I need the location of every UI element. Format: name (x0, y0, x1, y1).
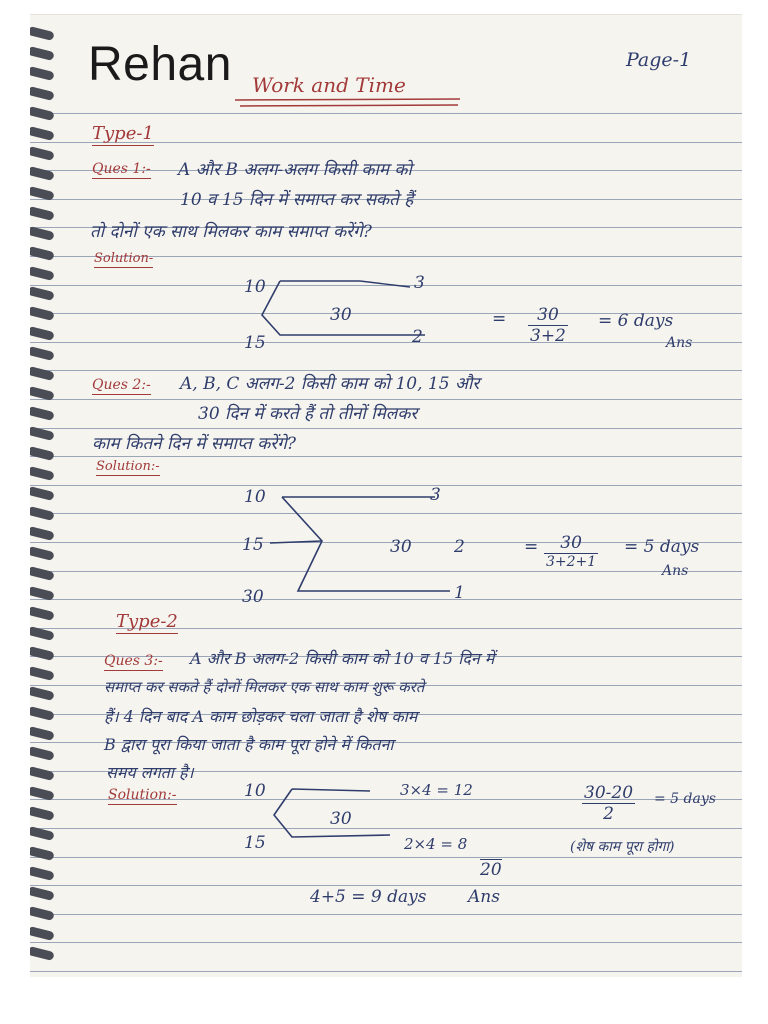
s1-right-top: 3 (414, 273, 425, 293)
s1-equals: = (492, 309, 507, 329)
s2-fraction-num: 30 (544, 533, 598, 554)
s2-result: = 5 days (624, 537, 700, 557)
s2-v2: 15 (242, 535, 264, 555)
s2-v3: 30 (242, 587, 264, 607)
s3-fraction (582, 783, 635, 824)
page-title: Work and Time (252, 73, 406, 97)
notebook-page (30, 14, 742, 977)
q3-line4: B द्वारा पूरा किया जाता है काम पूरा होने में कितना (104, 735, 394, 754)
s3-mid: 30 (330, 809, 352, 829)
s3-sum: 20 (480, 860, 502, 880)
s1-mid: 30 (330, 305, 352, 325)
s1-ans: Ans (666, 335, 693, 351)
q2-line1: A, B, C अलग-2 किसी काम को 10, 15 और (180, 374, 480, 394)
s1-left-bottom: 15 (244, 333, 266, 353)
q1-label: Ques 1:- (92, 161, 151, 177)
s2-v1: 10 (244, 487, 266, 507)
s3-r2: 2×4 = 8 (404, 835, 468, 853)
s2-fraction (544, 533, 598, 570)
q3-line2: समाप्त कर सकते हैं दोनों मिलकर एक साथ काम शुरू करते (104, 678, 425, 696)
s1-result: = 6 days (598, 311, 674, 331)
q2-label: Ques 2:- (92, 377, 151, 393)
s3-total: 4+5 = 9 days (310, 887, 427, 907)
page-label: Page-1 (626, 49, 692, 71)
q3-line3: हैं। 4 दिन बाद A काम छोड़कर चला जाता है शेष काम (104, 707, 418, 726)
s1-fraction-den: 3+2 (530, 326, 566, 346)
q1-line3: तो दोनों एक साथ मिलकर काम समाप्त करेंगे? (90, 222, 372, 242)
s1-right-bottom: 2 (412, 327, 423, 347)
s2-mid: 30 (390, 537, 412, 557)
s3-fraction-result: = 5 days (654, 791, 716, 807)
s3-v2: 15 (244, 833, 266, 853)
q3-line5: समय लगता है। (106, 763, 194, 782)
s3-ans: Ans (468, 887, 500, 907)
s2-ans: Ans (662, 563, 689, 579)
s1-fraction-num: 30 (528, 305, 568, 326)
solution1-label: Solution- (94, 251, 154, 266)
q1-line2: 10 व 15 दिन में समाप्त कर सकते हैं (180, 190, 414, 210)
q1-line1: A और B अलग-अलग किसी काम को (178, 160, 412, 180)
s2-fraction-den: 3+2+1 (546, 554, 597, 570)
solution3-label: Solution:- (108, 787, 177, 803)
q3-line1: A और B अलग-2 किसी काम को 10 व 15 दिन में (190, 649, 495, 668)
q2-line3: काम कितने दिन में समाप्त करेंगे? (92, 434, 296, 454)
s3-r1: 3×4 = 12 (400, 781, 473, 799)
s2-r3: 1 (454, 583, 465, 603)
brand-logo-text: Rehan (88, 38, 232, 91)
solution2-label: Solution:- (96, 459, 160, 474)
type2-heading: Type-2 (116, 611, 178, 632)
s1-left-top: 10 (244, 277, 266, 297)
s3-note: (शेष काम पूरा होगा) (570, 839, 675, 855)
s3-fraction-den: 2 (603, 804, 614, 824)
q3-label: Ques 3:- (104, 653, 163, 669)
type1-heading: Type-1 (92, 123, 154, 144)
q2-line2: 30 दिन में करते हैं तो तीनों मिलकर (198, 404, 418, 424)
s2-r1: 3 (430, 485, 441, 505)
s3-fraction-num: 30-20 (584, 783, 634, 803)
s2-r2: 2 (454, 537, 465, 557)
s1-fraction (528, 305, 568, 346)
s3-v1: 10 (244, 781, 266, 801)
s2-equals: = (524, 537, 539, 557)
